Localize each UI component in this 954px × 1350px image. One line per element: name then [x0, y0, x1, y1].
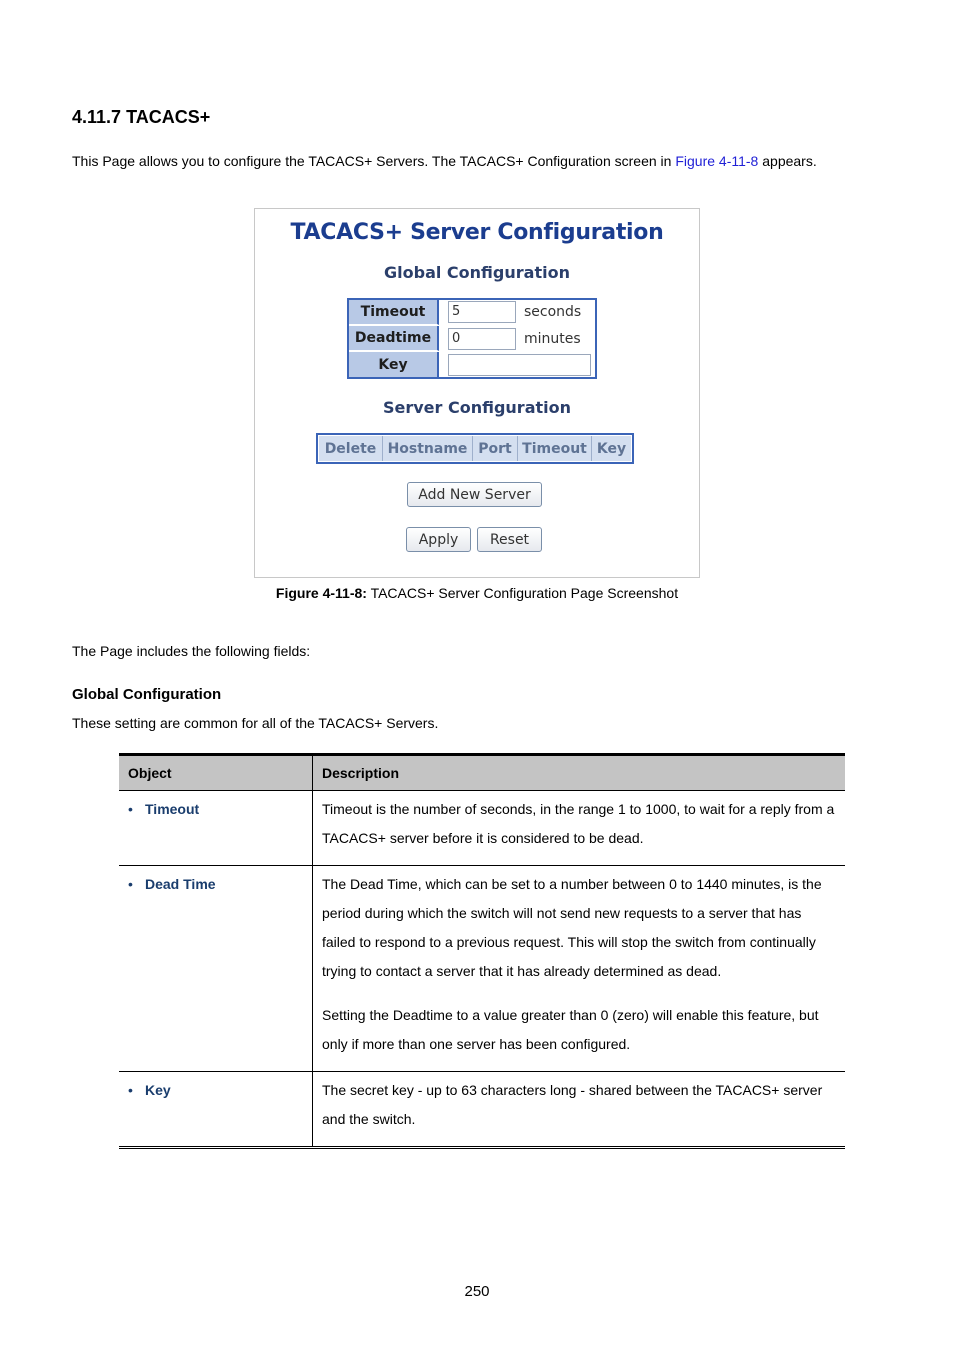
- apply-button[interactable]: Apply: [406, 527, 471, 552]
- table-row: [119, 791, 845, 866]
- fields-intro: The Page includes the following fields:: [72, 643, 311, 659]
- timeout-unit: seconds: [524, 304, 582, 320]
- global-config-table: [347, 298, 597, 379]
- description-text: The Dead Time, which can be set to a number between 0 to 1440 minutes, is the period during which the switch will not send new requests to a server that has failed to respond to a previous request. This will stop the switch from continually trying to contact a server that it has already determined as dead.: [322, 876, 822, 979]
- deadtime-label: Deadtime: [349, 326, 439, 351]
- description-text: The secret key - up to 63 characters long - shared between the TACACS+ server and the switch.: [322, 1082, 823, 1127]
- figure-link[interactable]: Figure 4-11-8: [675, 153, 759, 169]
- figure-caption: [0, 585, 954, 601]
- server-config-table: [316, 433, 634, 464]
- column-timeout: Timeout: [518, 436, 592, 461]
- key-label: Key: [349, 352, 439, 377]
- screenshot-title: TACACS+ Server Configuration: [290, 220, 664, 245]
- column-hostname: Hostname: [383, 436, 473, 461]
- description-cell: [313, 791, 846, 866]
- timeout-input[interactable]: 5: [448, 301, 516, 323]
- bullet-icon: •: [128, 801, 133, 817]
- table-header-row: [119, 755, 845, 791]
- section-title: TACACS+: [126, 107, 211, 127]
- global-config-subheading: Global Configuration: [72, 686, 222, 703]
- deadtime-input[interactable]: 0: [448, 328, 516, 350]
- key-input[interactable]: [448, 354, 591, 376]
- column-key: Key: [592, 436, 631, 461]
- add-new-server-button[interactable]: Add New Server: [407, 482, 542, 507]
- intro-text-end: appears.: [758, 153, 817, 169]
- caption-text: TACACS+ Server Configuration Page Screenshot: [366, 585, 679, 601]
- deadtime-unit: minutes: [524, 331, 581, 347]
- column-delete: Delete: [319, 436, 383, 461]
- object-name: Key: [145, 1082, 171, 1098]
- page-number: 250: [464, 1283, 490, 1300]
- timeout-label: Timeout: [349, 300, 439, 325]
- reset-button[interactable]: Reset: [477, 527, 542, 552]
- fields-table: [119, 753, 845, 1149]
- object-cell: [119, 1072, 313, 1148]
- section-heading: [72, 107, 210, 128]
- intro-paragraph: [72, 153, 817, 169]
- object-cell: [119, 866, 313, 1072]
- header-description: Description: [313, 755, 846, 791]
- section-number: 4.11.7: [72, 107, 122, 127]
- caption-label: Figure 4-11-8:: [275, 585, 367, 601]
- object-name: Dead Time: [145, 876, 216, 892]
- description-text: Timeout is the number of seconds, in the range 1 to 1000, to wait for a reply from a TACACS+ server before it is considered to be dead.: [322, 801, 835, 846]
- global-config-description: These setting are common for all of the TACACS+ Servers.: [72, 715, 439, 731]
- header-object: Object: [119, 755, 313, 791]
- table-row: [119, 1072, 845, 1148]
- description-cell: [313, 1072, 846, 1148]
- bullet-icon: •: [128, 876, 133, 892]
- description-text: Setting the Deadtime to a value greater than 0 (zero) will enable this feature, but only if more than one server has been configured.: [322, 1007, 819, 1052]
- object-cell: [119, 791, 313, 866]
- screenshot-figure: [254, 208, 700, 578]
- global-config-heading: Global Configuration: [384, 263, 570, 282]
- column-port: Port: [473, 436, 518, 461]
- object-name: Timeout: [145, 801, 200, 817]
- description-cell: [313, 866, 846, 1072]
- bullet-icon: •: [128, 1082, 133, 1098]
- server-config-heading: Server Configuration: [382, 398, 572, 417]
- intro-text: This Page allows you to configure the TACACS+ Servers. The TACACS+ Configuration screen in: [72, 153, 676, 169]
- table-row: [119, 866, 845, 1072]
